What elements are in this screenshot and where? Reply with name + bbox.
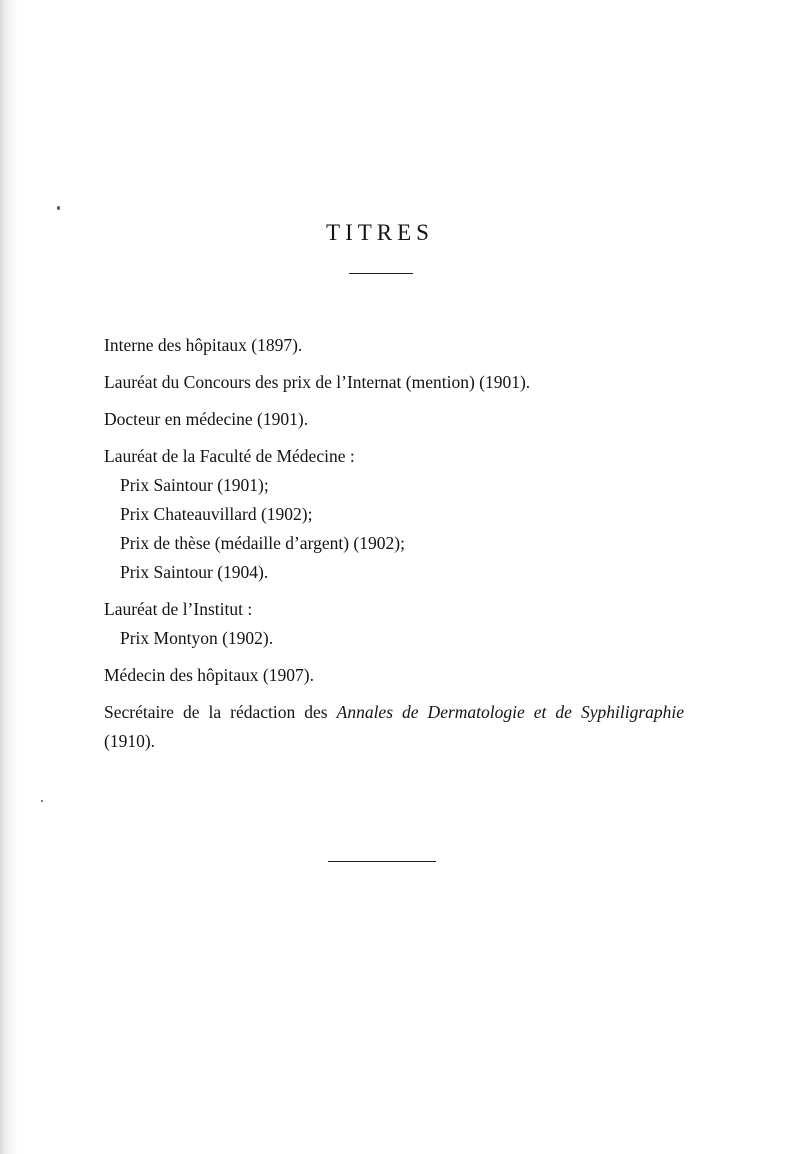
page-edge-shadow <box>0 0 18 1154</box>
closing-rule <box>328 861 436 862</box>
sub-item: Prix de thèse (médaille d’argent) (1902); <box>120 533 405 553</box>
sub-item: Prix Montyon (1902). <box>120 628 274 648</box>
title-rule <box>349 273 413 274</box>
list-item <box>104 661 684 690</box>
entry-text: Médecin des hôpitaux (1907). <box>104 665 314 685</box>
entry-text: (1910). <box>104 731 156 751</box>
list-item <box>104 595 684 653</box>
list-item <box>104 442 684 587</box>
sub-item: Prix Chateauvillard (1902); <box>120 504 313 524</box>
ink-speck <box>57 206 60 210</box>
list-item <box>104 698 684 756</box>
list-item <box>104 331 684 360</box>
entry-text: Lauréat de l’Institut : <box>104 599 253 619</box>
list-item <box>104 405 684 434</box>
journal-title: Annales de Dermatologie et de Syphiligraphie <box>336 702 685 722</box>
page-title: TITRES <box>326 220 434 245</box>
list-item <box>104 368 684 397</box>
sub-item: Prix Saintour (1904). <box>120 562 269 582</box>
entry-text: Secrétaire de la rédaction des <box>104 702 337 722</box>
entry-text: Docteur en médecine (1901). <box>104 409 309 429</box>
sub-item: Prix Saintour (1901); <box>120 475 269 495</box>
titles-list <box>104 331 684 764</box>
entry-text: Lauréat de la Faculté de Médecine : <box>104 446 355 466</box>
ink-speck <box>41 800 43 802</box>
entry-text: Lauréat du Concours des prix de l’Internat (mention) (1901). <box>104 372 531 392</box>
entry-text: Interne des hôpitaux (1897). <box>104 335 303 355</box>
